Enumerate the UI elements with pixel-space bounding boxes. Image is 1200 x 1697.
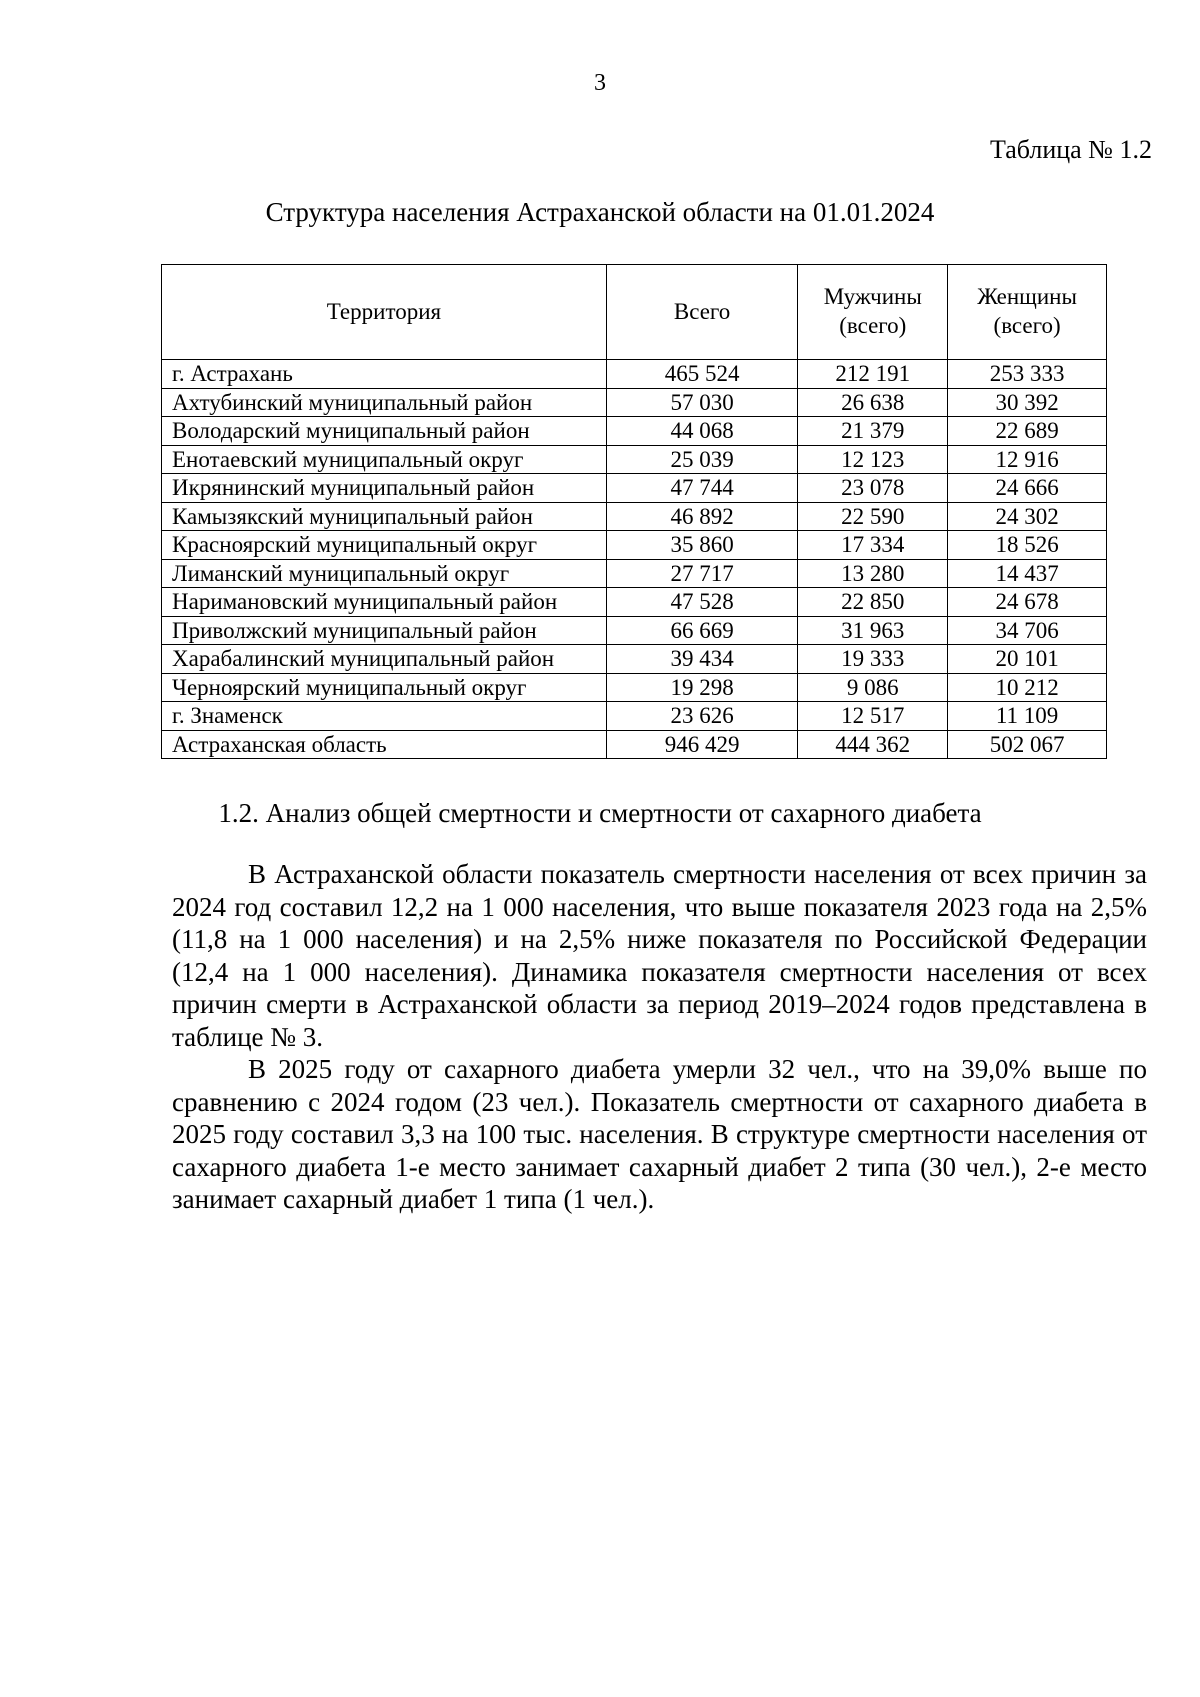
cell-territory: Икрянинский муниципальный район: [162, 474, 607, 503]
table-row: [162, 616, 1107, 645]
header-women: Женщины (всего): [948, 265, 1107, 360]
cell-men: 26 638: [798, 388, 948, 417]
table-row: [162, 673, 1107, 702]
cell-women: 30 392: [948, 388, 1107, 417]
table-row: [162, 502, 1107, 531]
paragraph: В Астраханской области показатель смертности населения от всех причин за 2024 год составил 12,2 на 1 000 населения, что выше показателя 2023 года на 2,5% (11,8 на 1 000 населения) и на 2,5% ниже показателя по Российской Федерации (12,4 на 1 000 населения). Динамика показателя смертности населения от всех причин смерти в Астраханской области за период 2019–2024 годов представлена в таблице № 3.: [172, 859, 1147, 1052]
table-row: [162, 559, 1107, 588]
table-label: Таблица № 1.2: [989, 135, 1152, 164]
cell-women: 22 689: [948, 417, 1107, 446]
cell-territory: г. Знаменск: [162, 702, 607, 731]
header-territory: Территория: [162, 265, 607, 360]
cell-women: 24 666: [948, 474, 1107, 503]
cell-men: 23 078: [798, 474, 948, 503]
cell-women: 502 067: [948, 730, 1107, 759]
cell-territory: Камызякский муниципальный район: [162, 502, 607, 531]
body-text: [172, 858, 1147, 1216]
cell-total: 47 528: [606, 588, 798, 617]
page-number: 3: [594, 70, 606, 96]
table-body: [162, 360, 1107, 759]
header-total: Всего: [606, 265, 798, 360]
cell-men: 19 333: [798, 645, 948, 674]
cell-men: 17 334: [798, 531, 948, 560]
table-header-row: [162, 265, 1107, 360]
table-row: [162, 360, 1107, 389]
cell-territory: Наримановский муниципальный район: [162, 588, 607, 617]
cell-men: 444 362: [798, 730, 948, 759]
cell-territory: Астраханская область: [162, 730, 607, 759]
paragraph: В 2025 году от сахарного диабета умерли 32 чел., что на 39,0% выше по сравнению с 2024 годом (23 чел.). Показатель смертности от сахарного диабета в 2025 году составил 3,3 на 100 тыс. населения. В структуре смертности населения от сахарного диабета 1-е место занимает сахарный диабет 2 типа (30 чел.), 2-е место занимает сахарный диабет 1 типа (1 чел.).: [172, 1054, 1147, 1214]
cell-total: 27 717: [606, 559, 798, 588]
cell-territory: Красноярский муниципальный округ: [162, 531, 607, 560]
header-men: Мужчины (всего): [798, 265, 948, 360]
cell-total: 39 434: [606, 645, 798, 674]
cell-territory: Черноярский муниципальный округ: [162, 673, 607, 702]
cell-women: 24 302: [948, 502, 1107, 531]
cell-total: 465 524: [606, 360, 798, 389]
cell-total: 44 068: [606, 417, 798, 446]
cell-women: 18 526: [948, 531, 1107, 560]
cell-total: 66 669: [606, 616, 798, 645]
table-row: [162, 588, 1107, 617]
cell-territory: Володарский муниципальный район: [162, 417, 607, 446]
cell-men: 22 850: [798, 588, 948, 617]
table-row: [162, 645, 1107, 674]
cell-men: 212 191: [798, 360, 948, 389]
population-table: [161, 264, 1107, 759]
table-row: [162, 531, 1107, 560]
cell-total: 25 039: [606, 445, 798, 474]
section-heading: 1.2. Анализ общей смертности и смертности от сахарного диабета: [218, 798, 982, 828]
cell-territory: Приволжский муниципальный район: [162, 616, 607, 645]
table-row: [162, 388, 1107, 417]
cell-women: 10 212: [948, 673, 1107, 702]
cell-territory: Лиманский муниципальный округ: [162, 559, 607, 588]
cell-women: 34 706: [948, 616, 1107, 645]
cell-women: 11 109: [948, 702, 1107, 731]
cell-total: 47 744: [606, 474, 798, 503]
cell-men: 12 517: [798, 702, 948, 731]
cell-men: 22 590: [798, 502, 948, 531]
table-row: [162, 702, 1107, 731]
cell-territory: Енотаевский муниципальный округ: [162, 445, 607, 474]
cell-territory: Ахтубинский муниципальный район: [162, 388, 607, 417]
cell-women: 14 437: [948, 559, 1107, 588]
cell-women: 12 916: [948, 445, 1107, 474]
cell-men: 9 086: [798, 673, 948, 702]
cell-total: 35 860: [606, 531, 798, 560]
table-title: Структура населения Астраханской области на 01.01.2024: [265, 197, 935, 227]
cell-women: 20 101: [948, 645, 1107, 674]
cell-men: 31 963: [798, 616, 948, 645]
cell-total: 23 626: [606, 702, 798, 731]
cell-men: 12 123: [798, 445, 948, 474]
cell-women: 253 333: [948, 360, 1107, 389]
cell-total: 46 892: [606, 502, 798, 531]
cell-men: 13 280: [798, 559, 948, 588]
table-row: [162, 730, 1107, 759]
cell-women: 24 678: [948, 588, 1107, 617]
table-row: [162, 417, 1107, 446]
cell-total: 946 429: [606, 730, 798, 759]
table-row: [162, 474, 1107, 503]
cell-total: 19 298: [606, 673, 798, 702]
cell-total: 57 030: [606, 388, 798, 417]
table-row: [162, 445, 1107, 474]
cell-territory: г. Астрахань: [162, 360, 607, 389]
cell-territory: Харабалинский муниципальный район: [162, 645, 607, 674]
cell-men: 21 379: [798, 417, 948, 446]
